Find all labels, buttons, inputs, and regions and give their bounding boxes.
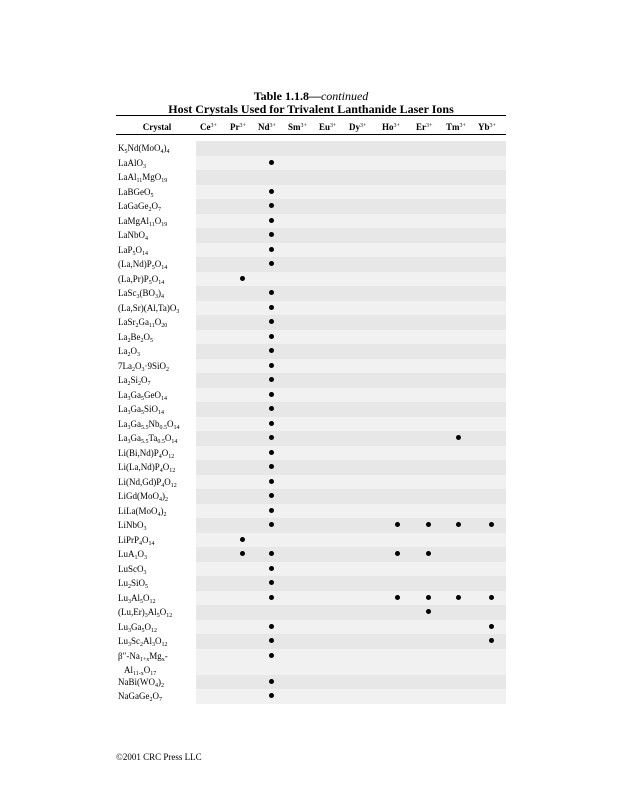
- crystal-name: $LiLa(MoO_4)_2$: [118, 505, 167, 518]
- crystal-name: $\beta''-Na_{1+x}Mg_x-$ $Al_{11-x}O_{17}$: [118, 650, 168, 677]
- row-shading: [196, 257, 506, 272]
- dot-nd: [269, 566, 274, 571]
- table-row: [116, 576, 506, 591]
- row-shading: [196, 344, 506, 359]
- row-shading: [196, 199, 506, 214]
- row-shading: [196, 460, 506, 475]
- row-shading: [196, 562, 506, 577]
- table-row: [116, 199, 506, 214]
- table-row: [116, 533, 506, 548]
- crystal-name: $(Lu,Er)_3Al_5O_{12}$: [118, 607, 173, 619]
- row-shading: [196, 156, 506, 171]
- table-row: [116, 402, 506, 417]
- table-row: [116, 156, 506, 171]
- crystal-name: $NaBi(WO_4)_2$: [118, 676, 164, 689]
- dot-nd: [269, 580, 274, 585]
- column-header-yb: $Yb^{3+}$: [478, 122, 496, 132]
- table-row: [116, 388, 506, 403]
- dot-yb: [489, 624, 494, 629]
- dot-nd: [269, 392, 274, 397]
- crystal-name: $Lu_2SiO_5$: [118, 578, 149, 590]
- dot-tm: [456, 522, 461, 527]
- row-shading: [196, 576, 506, 591]
- row-shading: [196, 243, 506, 258]
- column-header-ho: $Ho^{3+}$: [382, 122, 400, 132]
- row-shading: [196, 417, 506, 432]
- table-row: [116, 620, 506, 635]
- crystal-name: $La_3Ga_5GeO_{14}$: [118, 389, 167, 402]
- column-header-sm: $Sm^{3+}$: [288, 122, 307, 132]
- dot-er: [426, 522, 431, 527]
- crystal-name: LaAlO$_3$: [118, 157, 146, 170]
- dot-nd: [269, 406, 274, 411]
- crystal-name: $Li(La,Nd)P_4O_{12}$: [118, 462, 176, 474]
- dot-nd: [269, 435, 274, 440]
- dot-nd: [269, 261, 274, 266]
- dot-yb: [489, 522, 494, 527]
- header-rule-bottom: [116, 134, 506, 135]
- table-row: [116, 446, 506, 461]
- row-shading: [196, 402, 506, 417]
- dot-nd: [269, 679, 274, 684]
- crystal-name: $LaSr_2Ga_{11}O_{20}$: [118, 317, 168, 329]
- table-header: [116, 120, 506, 134]
- dot-nd: [269, 232, 274, 237]
- row-shading: [196, 170, 506, 185]
- dot-nd: [269, 464, 274, 469]
- dot-nd: [269, 450, 274, 455]
- crystal-name: $Li(Bi,Nd)P_4O_{12}$: [118, 447, 175, 460]
- crystal-name: LuScO$_3$: [118, 563, 147, 576]
- dot-yb: [489, 638, 494, 643]
- table-row: [116, 359, 506, 374]
- dot-er: [426, 551, 431, 556]
- dot-nd: [269, 624, 274, 629]
- crystal-name: LiNbO$_3$: [118, 520, 147, 532]
- dot-nd: [269, 421, 274, 426]
- dot-nd: [269, 493, 274, 498]
- crystal-name: $Lu_3Sc_2Al_3O_{12}$: [118, 636, 168, 648]
- dot-nd: [269, 595, 274, 600]
- dot-nd: [269, 363, 274, 368]
- column-header-pr: $Pr^{3+}$: [230, 122, 246, 132]
- crystal-name: $(La,Pr)P_5O_{14}$: [118, 273, 165, 286]
- row-shading: [196, 388, 506, 403]
- crystal-name: LaAl$_{11}$MgO$_{19}$: [118, 172, 168, 184]
- dot-nd: [269, 653, 274, 658]
- dot-pr: [240, 551, 245, 556]
- dot-nd: [269, 551, 274, 556]
- table-row: [116, 489, 506, 504]
- crystal-name: $LaSc_3(BO_3)_4$: [118, 288, 164, 300]
- table-row: [116, 675, 506, 690]
- table-row: [116, 315, 506, 330]
- crystal-name: $La_3Ga_5SiO_{14}$: [118, 404, 165, 416]
- table-row: [116, 228, 506, 243]
- dot-nd: [269, 377, 274, 382]
- crystal-name: LaNbO$_4$: [118, 230, 148, 242]
- dot-ho: [395, 595, 400, 600]
- dot-nd: [269, 247, 274, 252]
- crystal-name: $LiGd(MoO_4)_2$: [118, 491, 168, 503]
- dot-ho: [395, 551, 400, 556]
- crystal-name: $La_3Ga_{5.5}Nb_{0.5}O_{14}$: [118, 418, 180, 431]
- table-row: [116, 373, 506, 388]
- crystal-name: $LaP_5O_{14}$: [118, 244, 148, 257]
- dot-nd: [269, 348, 274, 353]
- column-header-er: $Er^{3+}$: [416, 122, 433, 132]
- crystal-name: $7La_2O_3\cdot 9SiO_2$: [118, 360, 170, 373]
- dot-nd: [269, 638, 274, 643]
- dot-pr: [240, 276, 245, 281]
- crystal-name: $Li(Nd,Gd)P_4O_{12}$: [118, 476, 177, 489]
- table-row: [116, 504, 506, 519]
- table-row: [116, 344, 506, 359]
- table-row: [116, 547, 506, 562]
- row-shading: [196, 620, 506, 635]
- crystal-name: $LaMgAl_{11}O_{19}$: [118, 215, 168, 228]
- dot-nd: [269, 305, 274, 310]
- table-title: [116, 90, 506, 116]
- dot-er: [426, 609, 431, 614]
- row-shading: [196, 141, 506, 156]
- row-shading: [196, 228, 506, 243]
- dot-nd: [269, 203, 274, 208]
- row-shading: [196, 634, 506, 649]
- table-row: [116, 257, 506, 272]
- row-shading: [196, 446, 506, 461]
- dot-ho: [395, 522, 400, 527]
- row-shading: [196, 214, 506, 229]
- table-row: [116, 591, 506, 606]
- table-row: [116, 518, 506, 533]
- row-shading: [196, 359, 506, 374]
- row-shading: [196, 330, 506, 345]
- dot-nd: [269, 189, 274, 194]
- table-row: [116, 634, 506, 649]
- table-row: [116, 431, 506, 446]
- row-shading: [196, 475, 506, 490]
- crystal-name: $(La,Nd)P_5O_{14}$: [118, 259, 168, 271]
- row-shading: [196, 675, 506, 690]
- column-header-dy: $Dy^{3+}$: [349, 122, 367, 132]
- dot-nd: [269, 508, 274, 513]
- table-number: Table 1.1.8—continued: [253, 89, 369, 103]
- column-header-eu: $Eu^{3+}$: [319, 122, 337, 132]
- dot-nd: [269, 218, 274, 223]
- dot-nd: [269, 319, 274, 324]
- continued-label: continued: [320, 89, 369, 103]
- table-row: [116, 272, 506, 287]
- dot-tm: [456, 435, 461, 440]
- crystal-name: $LuA_1O_3$: [118, 549, 147, 561]
- table-row: [116, 185, 506, 200]
- crystal-name: $K_5Nd(MoO_4)_4$: [118, 143, 170, 155]
- dot-pr: [240, 537, 245, 542]
- column-header-ce: $Ce^{3+}$: [200, 122, 217, 132]
- crystal-name: $(La,Sr)(Al,Ta)O_3$: [118, 302, 180, 315]
- row-shading: [196, 315, 506, 330]
- table-row: [116, 170, 506, 185]
- crystal-name: $LiPrP_4O_{14}$: [118, 534, 155, 547]
- table-row: [116, 475, 506, 490]
- table-row: [116, 141, 506, 156]
- table-row: [116, 460, 506, 475]
- crystal-name: $Lu_3Al_5O_{12}$: [118, 592, 156, 605]
- header-rule-top: [116, 115, 506, 116]
- table-body: [116, 141, 506, 704]
- crystal-name: LaBGeO$_5$: [118, 186, 154, 199]
- dot-nd: [269, 522, 274, 527]
- row-shading: [196, 489, 506, 504]
- dot-nd: [269, 290, 274, 295]
- crystal-name: $La_3Ga_{5.5}Ta_{0.5}O_{14}$: [118, 433, 178, 445]
- table-row: [116, 562, 506, 577]
- dot-nd: [269, 693, 274, 698]
- table-row: [116, 243, 506, 258]
- table-row: [116, 689, 506, 704]
- crystal-name: $La_2Be_2O_5$: [118, 331, 153, 344]
- table-row: [116, 214, 506, 229]
- table-row: [116, 301, 506, 316]
- crystal-name: $LaGaGe_2O_7$: [118, 201, 161, 213]
- column-header-tm: $Tm^{3+}$: [446, 122, 466, 132]
- table-row: [116, 417, 506, 432]
- row-shading: [196, 605, 506, 620]
- dot-tm: [456, 595, 461, 600]
- dot-er: [426, 595, 431, 600]
- table-row: [116, 649, 506, 675]
- row-shading: [196, 504, 506, 519]
- table-row: [116, 330, 506, 345]
- crystal-name: $NaGaGe_2O_7$: [118, 691, 162, 703]
- row-shading: [196, 649, 506, 675]
- column-header-crystal: Crystal: [142, 122, 172, 132]
- copyright-footer: ©2001 CRC Press LLC: [116, 752, 202, 762]
- row-shading: [196, 286, 506, 301]
- crystal-name: $La_2Si_2O_7$: [118, 375, 151, 387]
- dot-nd: [269, 160, 274, 165]
- dot-nd: [269, 479, 274, 484]
- row-shading: [196, 301, 506, 316]
- column-header-nd: $Nd^{3+}$: [258, 122, 276, 132]
- crystal-name: $La_2O_3$: [118, 346, 140, 358]
- table-caption: Host Crystals Used for Trivalent Lanthanide Laser Ions: [168, 102, 454, 116]
- dot-yb: [489, 595, 494, 600]
- dot-nd: [269, 334, 274, 339]
- table-row: [116, 605, 506, 620]
- row-shading: [196, 373, 506, 388]
- row-shading: [196, 689, 506, 704]
- row-shading: [196, 185, 506, 200]
- crystal-name: $Lu_3Ga_5O_{12}$: [118, 621, 157, 634]
- table-row: [116, 286, 506, 301]
